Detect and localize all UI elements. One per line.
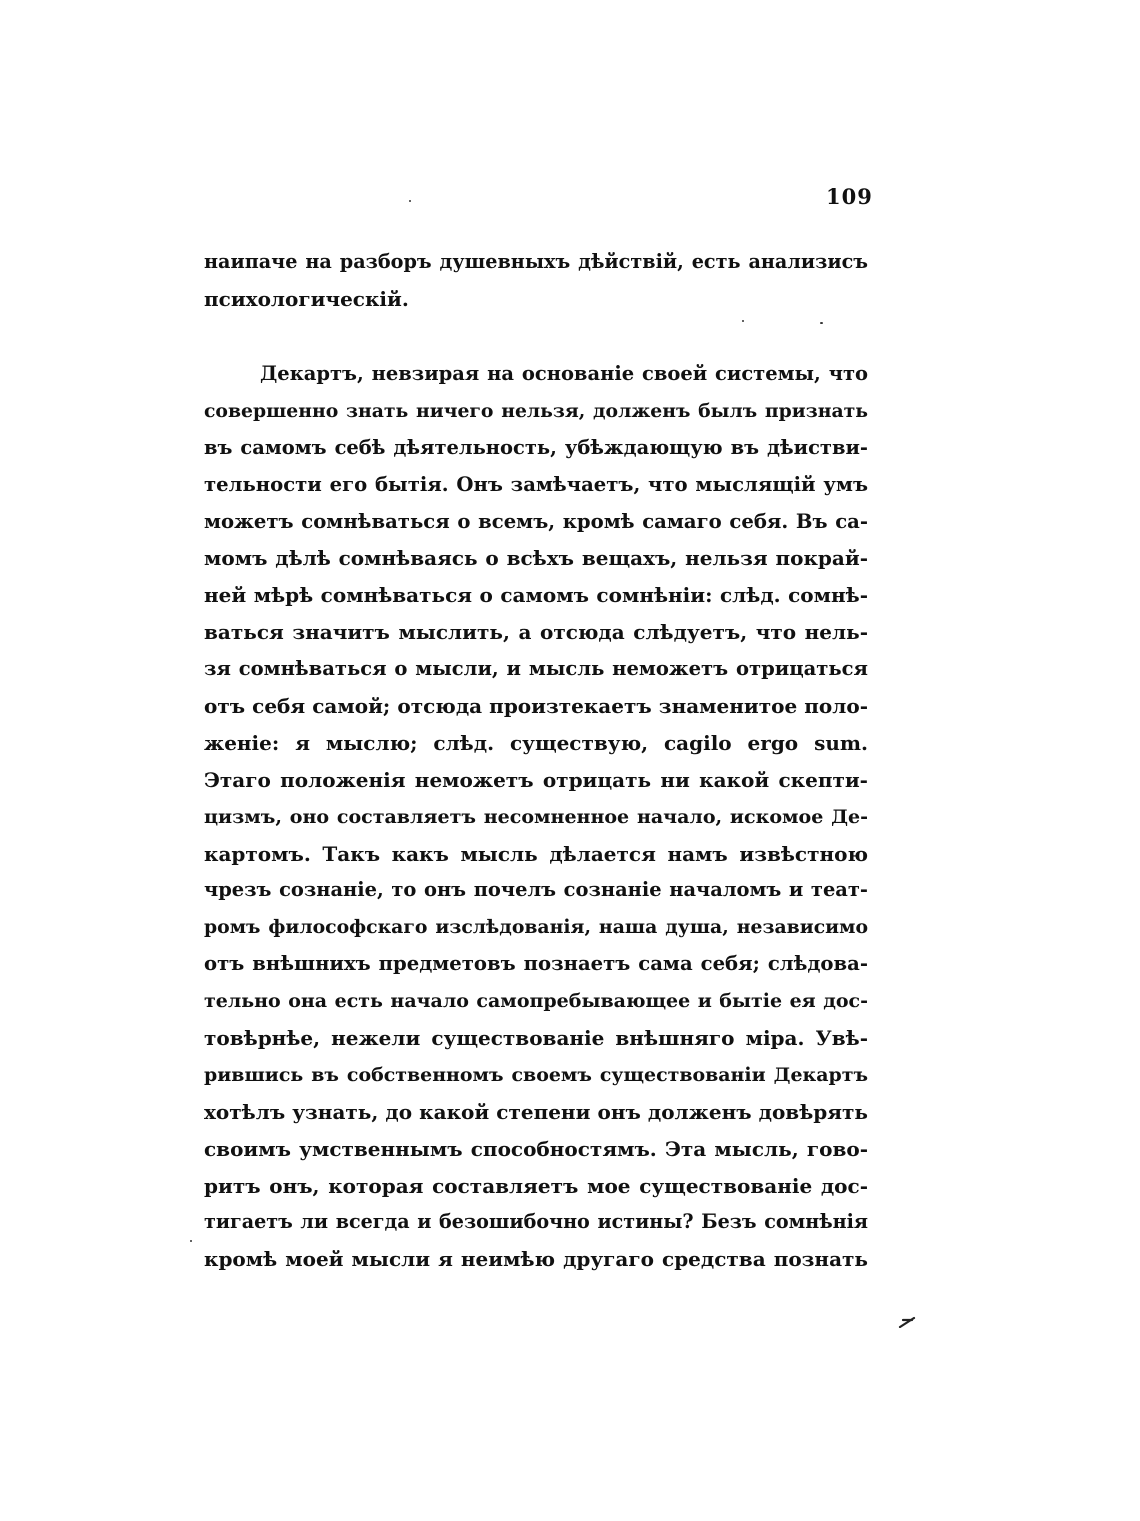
text-line: Этаго положенія неможетъ отрицать ни какой скепти- <box>204 767 868 792</box>
text-line: ритъ онъ, которая составляетъ мое существованіе дос- <box>204 1173 868 1198</box>
text-line: женіе: я мыслю; слѣд. существую, cagilo ergo sum. <box>204 730 868 755</box>
scan-speck <box>820 322 823 324</box>
text-line: наипаче на разборъ душевныхъ дѣйствій, есть анализисъ <box>204 250 868 273</box>
text-line: тельности его бытія. Онъ замѣчаетъ, что мыслящій умъ <box>204 472 868 496</box>
paragraph-descartes <box>204 356 868 1278</box>
text-line: психологическій. <box>204 286 409 311</box>
text-line: тельно она есть начало самопребывающее и бытіе ея дос- <box>204 990 868 1013</box>
scan-speck <box>409 200 411 202</box>
text-line: тигаетъ ли всегда и безошибочно истины? Безъ сомнѣнія <box>204 1210 868 1234</box>
text-line: можетъ сомнѣваться о всемъ, кромѣ самаго себя. Въ са- <box>204 509 868 533</box>
text-line: своимъ умственнымъ способностямъ. Эта мысль, гово- <box>204 1136 868 1161</box>
text-line: ромъ философскаго изслѣдованія, наша душа, независимо <box>204 916 868 939</box>
page-number: 109 <box>826 184 873 209</box>
scan-speck <box>190 1240 192 1242</box>
text-line: ней мѣрѣ сомнѣваться о самомъ сомнѣніи: слѣд. сомнѣ- <box>204 583 868 608</box>
text-line: зя сомнѣваться о мысли, и мысль неможетъ отрицаться <box>204 657 868 681</box>
text-line: момъ дѣлѣ сомнѣваясь о всѣхъ вещахъ, нельзя покрай- <box>204 546 868 571</box>
text-line: чрезъ сознаніе, то онъ почелъ сознаніе началомъ и теат- <box>204 878 868 902</box>
text-line: отъ себя самой; отсюда произтекаетъ знаменитое поло- <box>204 694 868 719</box>
text-line: ваться значитъ мыслить, а отсюда слѣдуетъ, что нель- <box>204 620 868 645</box>
text-line: кромѣ моей мысли я неимѣю другаго средства познать <box>204 1247 868 1272</box>
text-line: совершенно знать ничего нельзя, долженъ былъ признать <box>204 399 868 422</box>
paragraph-continuation <box>204 244 868 318</box>
text-line: хотѣлъ узнать, до какой степени онъ долженъ довѣрять <box>204 1099 868 1124</box>
text-line: рившись въ собственномъ своемъ существованіи Декартъ <box>204 1063 868 1086</box>
scan-speck <box>742 320 744 322</box>
text-line: цизмъ, оно составляетъ несомненное начало, искомое Де- <box>204 805 868 828</box>
text-line: отъ внѣшнихъ предметовъ познаетъ сама себя; слѣдова- <box>204 952 868 976</box>
text-line: въ самомъ себѣ дѣятельность, убѣждающую въ дѣистви- <box>204 435 868 459</box>
text-line: товѣрнѣе, нежели существованіе внѣшняго міра. Увѣ- <box>204 1026 868 1051</box>
margin-mark-icon <box>898 1316 916 1328</box>
text-line: картомъ. Такъ какъ мысль дѣлается намъ извѣстною <box>204 841 868 866</box>
text-line: Декартъ, невзирая на основаніе своей системы, что <box>260 362 868 385</box>
